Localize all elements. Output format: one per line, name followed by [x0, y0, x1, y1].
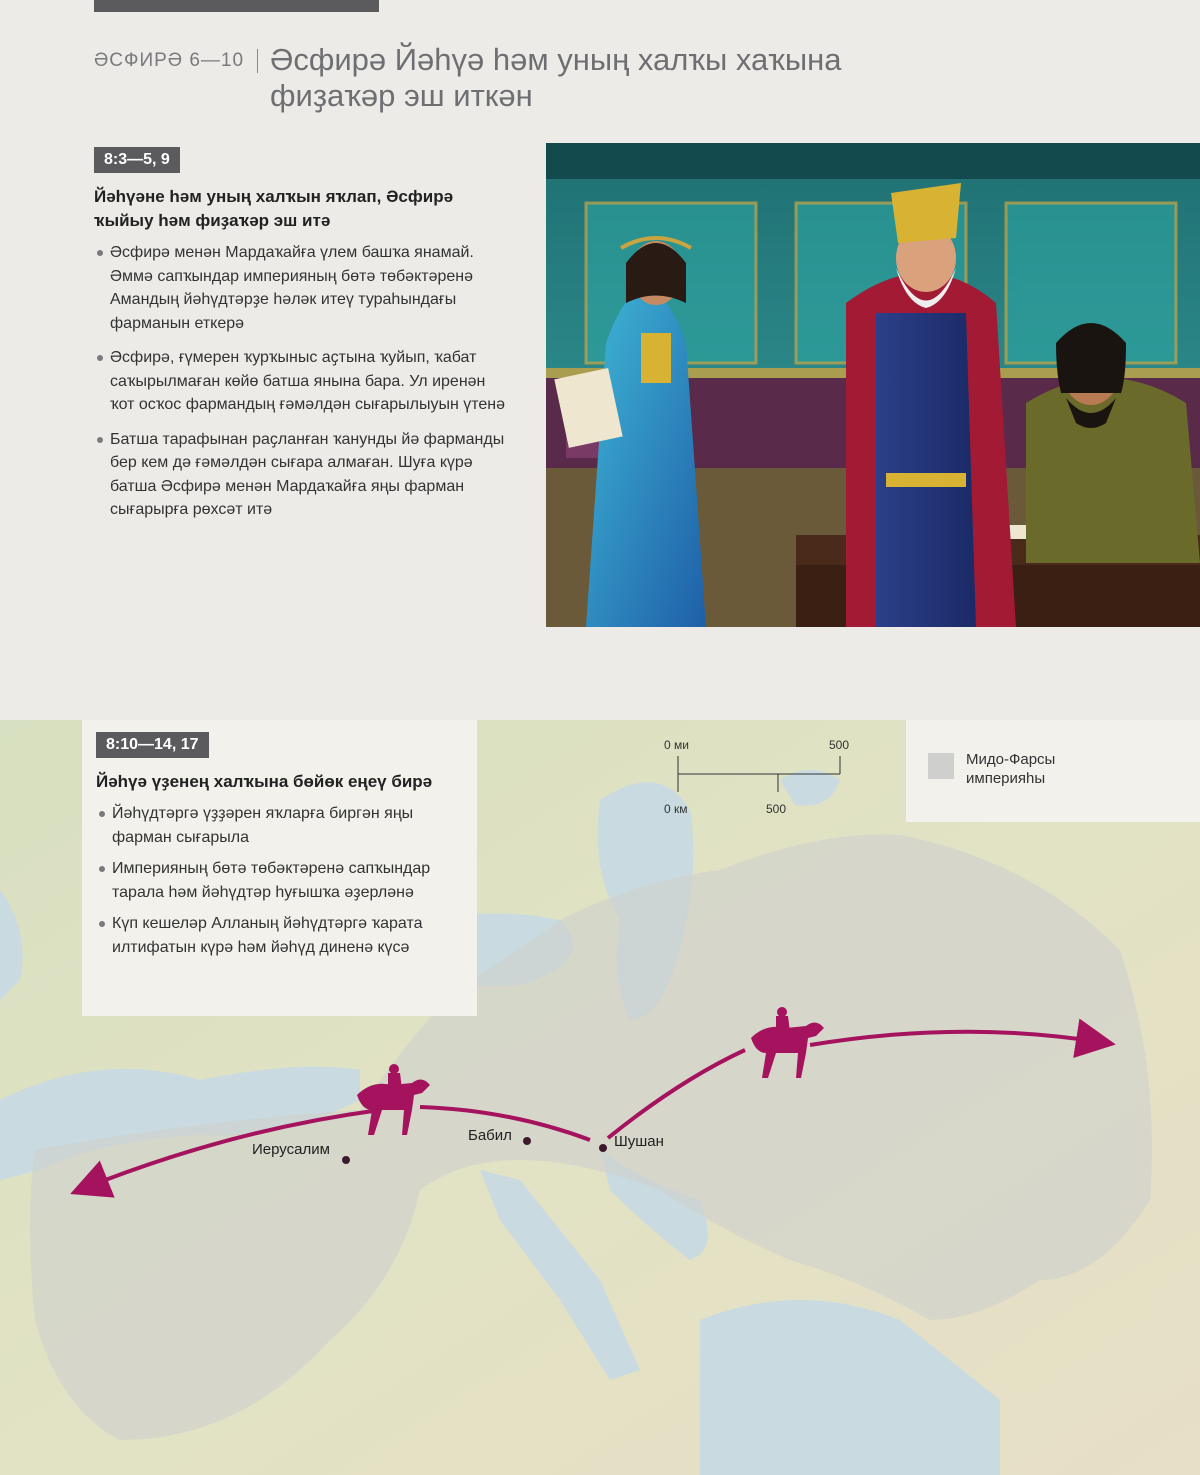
section-1-bullets	[94, 241, 514, 522]
section-2-tag: 8:10—14, 17	[96, 732, 209, 758]
bullet-item: Әсфирә менән Мардаҡайға үлем башҡа янамай. Әммә сапҡындар империяның бөтә төбәктәренә Амандың йәһүдтәрҙе һәләк итеү тураһындағы фарманын еткерә	[94, 241, 514, 335]
title-line-1: Әсфирә Йәһүә һәм уның халҡы хаҡына	[270, 42, 842, 77]
esther-king-illustration	[546, 143, 1200, 627]
bullet-item: Йәһүдтәргә үҙҙәрен яҡларға биргән яңы фарман сығарыла	[96, 802, 463, 849]
babylon-dot	[523, 1137, 531, 1145]
legend-swatch	[928, 753, 954, 779]
section-1-heading-line-2: ҡыйыу һәм фиҙаҡәр эш итә	[94, 211, 331, 230]
bullet-item: Күп кешеләр Алланың йәһүдтәргә ҡарата илтифатын күрә һәм йәһүд диненә күсә	[96, 912, 463, 959]
title-line-2: фиҙаҡәр эш иткән	[270, 78, 533, 113]
illustration-svg	[546, 143, 1200, 627]
scale-km-zero: 0 км	[664, 802, 688, 816]
scale-mi-zero: 0 ми	[664, 738, 689, 752]
section-2-heading: Йәһүә үҙенең халҡына бөйөк еңеү бирә	[96, 772, 433, 791]
scale-km-mid: 500	[766, 802, 787, 816]
bullet-item: Батша тарафынан раҫланған ҡанунды йә фарманды бер кем дә ғәмәлдән сығара алмаған. Шуға күрә батша Әсфирә менән Мардаҡайға яңы фарман сығарырға рөхсәт итә	[94, 428, 514, 522]
legend-label: Мидо-Фарсы империяһы	[966, 751, 1056, 787]
section-2	[82, 720, 477, 1016]
label-jerusalem: Иерусалим	[252, 1141, 330, 1158]
scale-mi-max: 500	[829, 738, 850, 752]
shushan-dot	[599, 1144, 607, 1152]
top-accent-bar	[94, 0, 379, 12]
bullet-item: Империяның бөтә төбәктәренә сапҡындар тарала һәм йәһүдтәр һуғышҡа әҙерләнә	[96, 857, 463, 904]
page-title	[270, 42, 970, 114]
header-divider	[257, 49, 258, 73]
section-2-bullets	[96, 802, 463, 959]
label-babylon: Бабил	[468, 1127, 512, 1144]
section-1-heading-line-1: Йәһүәне һәм уның халҡын яҡлап, Әсфирә	[94, 187, 454, 206]
section-1	[94, 147, 514, 533]
bullet-item: Әсфирә, ғүмерен ҡурҡыныс аҫтына ҡуйып, ҡабат саҡырылмаған көйө батша янына бара. Ул иренән ҡот осҡос фармандың ғәмәлдән сығарылыуын үтенә	[94, 346, 514, 417]
empire-map	[0, 720, 1200, 1475]
label-shushan: Шушан	[614, 1133, 664, 1150]
scripture-reference: ӘСФИРӘ 6—10	[94, 50, 245, 71]
jerusalem-dot	[342, 1156, 350, 1164]
section-1-heading	[94, 185, 514, 233]
map-legend	[906, 720, 1200, 822]
section-1-tag: 8:3—5, 9	[94, 147, 180, 173]
